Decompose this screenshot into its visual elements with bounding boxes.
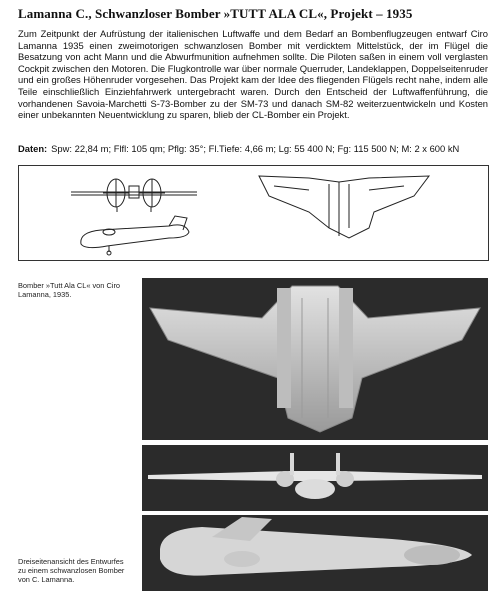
side-view-drawing (81, 216, 189, 255)
three-view-drawing-frame (18, 165, 489, 261)
photo-caption: Bomber »Tutt Ala CL« von Ciro Lamanna, 1935. (18, 281, 121, 299)
page-title: Lamanna C., Schwanzloser Bomber »TUTT ALA CL«, Projekt – 1935 (18, 6, 413, 21)
front-view-drawing (71, 179, 197, 212)
specifications-line (18, 143, 488, 154)
three-view-line-drawings (19, 166, 488, 260)
plan-view-drawing (259, 176, 429, 238)
model-photo-top-view (142, 278, 488, 440)
specifications-label: Daten: (18, 143, 48, 154)
body-paragraph: Zum Zeitpunkt der Aufrüstung der italienischen Luftwaffe und dem Bedarf an Bombenflugzeugen entwarf Ciro Lamanna 1935 einen zweimotorigen schwanzlosen Bomber mit verdicktem Mittelstück, der im Flügel die Besatzung von acht Mann und die Abwurfmunition aufnehmen sollte. Die Piloten saßen in einem voll verglasten Cockpit zwischen den Motoren. Die Flugkontrolle war über normale Querruder, Landeklappen, Doppelseitenruder und ein großes Höhenruder vorgesehen. Das Projekt kam der Idee des fliegenden Flügels recht nahe, indem alle Teile einschließlich Einziehfahrwerk untergebracht waren. Durch den Entscheid der Luftwaffenführung, die vorhandenen Savoia-Marchetti S-73-Bomber zu der SM-73 und danach SM-82 weiterzuentwickeln und Kosten einer unbekannten Neuentwicklung zu sparen, blieb der CL-Bomber ein Projekt. (18, 28, 488, 121)
model-photo-front-view (142, 445, 488, 511)
drawing-caption: Dreiseitenansicht des Entwurfes zu einem schwanzlosen Bomber von C. Lamanna. (18, 557, 125, 584)
model-photo-side-view (142, 515, 488, 591)
specifications-values: Spw: 22,84 m; Flfl: 105 qm; Pflg: 35°; Fl.Tiefe: 4,66 m; Lg: 55 400 N; Fg: 115 500 N; M: 2 x 600 kN (51, 143, 460, 154)
